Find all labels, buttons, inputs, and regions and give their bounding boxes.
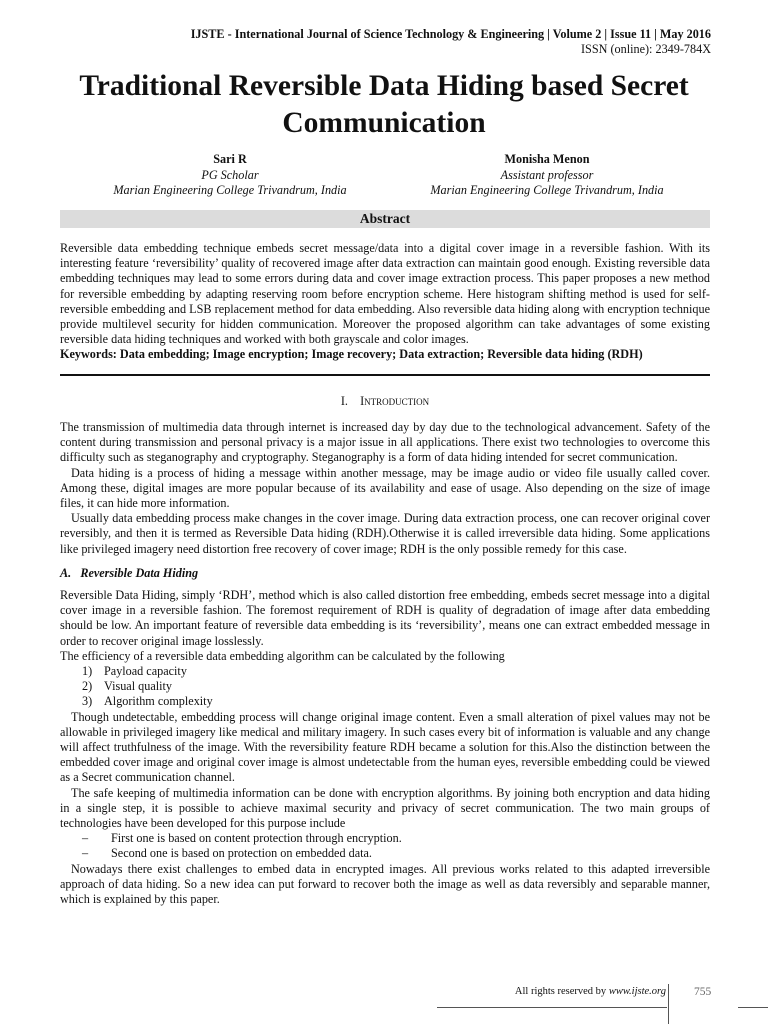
list-text: First one is based on content protection through encryption. [111,831,402,846]
author-role: PG Scholar [201,167,259,182]
list-text: Payload capacity [104,664,187,679]
author-role: Assistant professor [500,167,594,182]
technology-list [60,831,710,861]
author-name: Sari R [213,152,247,166]
intro-paragraph: The transmission of multimedia data through internet is increased day by day due to the technological advancement. Safety of the content during transmission and personal privacy is a major issue in all applications. There exist two technologies to overcome this difficulty such as steganography and cryptography. Steganography is a form of data hiding intended for secret communication. [60,420,710,465]
footer-url[interactable]: www.ijste.org [608,986,666,997]
introduction-body [60,420,710,557]
list-item [60,694,710,709]
rdh-paragraph: The safe keeping of multimedia information can be done with encryption algorithms. By joining both encryption and data hiding in a single step, it is possible to achieve maximal security and privacy of secret communication. The two main groups of technologies have been developed for this purpose include [60,785,710,831]
section-heading [60,394,710,409]
list-item [60,679,710,694]
keywords: Keywords: Data embedding; Image encryption; Image recovery; Data extraction; Reversible data hiding (RDH) [60,347,643,362]
list-item [60,664,710,679]
rdh-paragraph: The efficiency of a reversible data embedding algorithm can be calculated by the following [60,648,505,663]
abstract-body [60,241,710,363]
author-block-1 [90,152,370,199]
subsection-label: A. [60,566,72,580]
author-name: Monisha Menon [504,152,590,166]
list-item [60,846,710,861]
page-number: 755 [694,986,712,998]
issn-line: ISSN (online): 2349-784X [581,42,711,56]
intro-paragraph: Usually data embedding process make changes in the cover image. During data extraction process, one can recover original cover reversibly, and then it is termed as Reversible Data hiding (RDH).Otherwise it is called irreversible data hiding. Some applications like privileged imagery need distortion free recovery of cover image; RDH is the only possible remedy for this case. [60,511,710,556]
subsection-title: Reversible Data Hiding [80,566,199,580]
list-dash: – [82,846,89,861]
footer-rights [515,986,666,997]
section-number: I. [340,394,348,408]
section-title: Introduction [360,394,430,408]
list-text: Visual quality [104,679,172,694]
abstract-text: Reversible data embedding technique embeds secret message/data into a digital cover image in a reversible fashion. With its interesting feature ‘reversibility’ quality of recovered image after data extraction can maintain good enough. Existing reversible data embedding techniques may lead to some errors during data and cover image extraction process. This paper proposes a new method for reversible embedding by adapting reserving room before encryption scheme. Here histogram shifting method is used for self-reversible embedding and LSB replacement method for data embedding. Also reversible data hiding along with encryption technique provide multilevel security for hidden communication. Moreover the proposed algorithm can take advantages of some existing reversible data hiding techniques and worked with both grayscale and color images. [60,241,710,347]
page-number-rule [738,1007,768,1008]
subsection-body [60,588,710,907]
section-divider [60,374,710,376]
intro-paragraph: Data hiding is a process of hiding a message within another message, may be image audio or video file usually called cover. Among these, digital images are more popular because of its availability and ease of usage. Also depending on the size of image files, it can hide more information. [60,465,710,511]
list-text: Algorithm complexity [104,694,213,709]
rights-text: All rights reserved by [514,986,609,997]
list-number: 3) [82,694,93,709]
list-item [60,831,710,846]
author-affiliation: Marian Engineering College Trivandrum, India [113,183,347,197]
footer-rule [437,1007,667,1008]
abstract-heading: Abstract [359,211,411,226]
paper-title: Traditional Reversible Data Hiding based Secret Communication [79,70,689,139]
list-number: 1) [82,664,93,679]
list-dash: – [82,831,89,846]
list-text: Second one is based on protection on embedded data. [111,846,372,861]
rdh-paragraph: Reversible Data Hiding, simply ‘RDH’, method which is also called distortion free embedding, embeds secret message into a digital cover image in a reversible fashion. The foremost requirement of RDH is quality of degradation of image after data embedding should be low. An important feature of reversible data embedding is its ‘reversibility’, means one can extract embedded message in order to recover original image losslessly. [60,588,710,648]
journal-line: IJSTE - International Journal of Science Technology & Engineering | Volume 2 | Issue 11 | May 2016 [190,27,711,41]
list-number: 2) [82,679,93,694]
author-block-2 [392,152,702,199]
subsection-heading [60,566,198,581]
author-affiliation: Marian Engineering College Trivandrum, India [430,183,664,197]
rdh-paragraph: Though undetectable, embedding process will change original image content. Even a small alteration of pixel values may not be allowable in privileged imagery like medical and military imagery. In such cases every bit of information is valuable and any change will affect truthfulness of the image. With the reversibility feature RDH became a solution for this.Also the distinction between the embedded cover image and original cover image is almost undetectable from the human eyes, reversible embedding could be viewed as a Secret communication channel. [60,709,710,785]
running-header [191,27,711,57]
rdh-paragraph: Nowadays there exist challenges to embed data in encrypted images. All previous works related to this adapted irreversible approach of data hiding. So a new idea can put forward to recover both the image as well as data reversibly and separable manner, which is explained by this paper. [60,861,710,907]
efficiency-list [60,664,710,710]
